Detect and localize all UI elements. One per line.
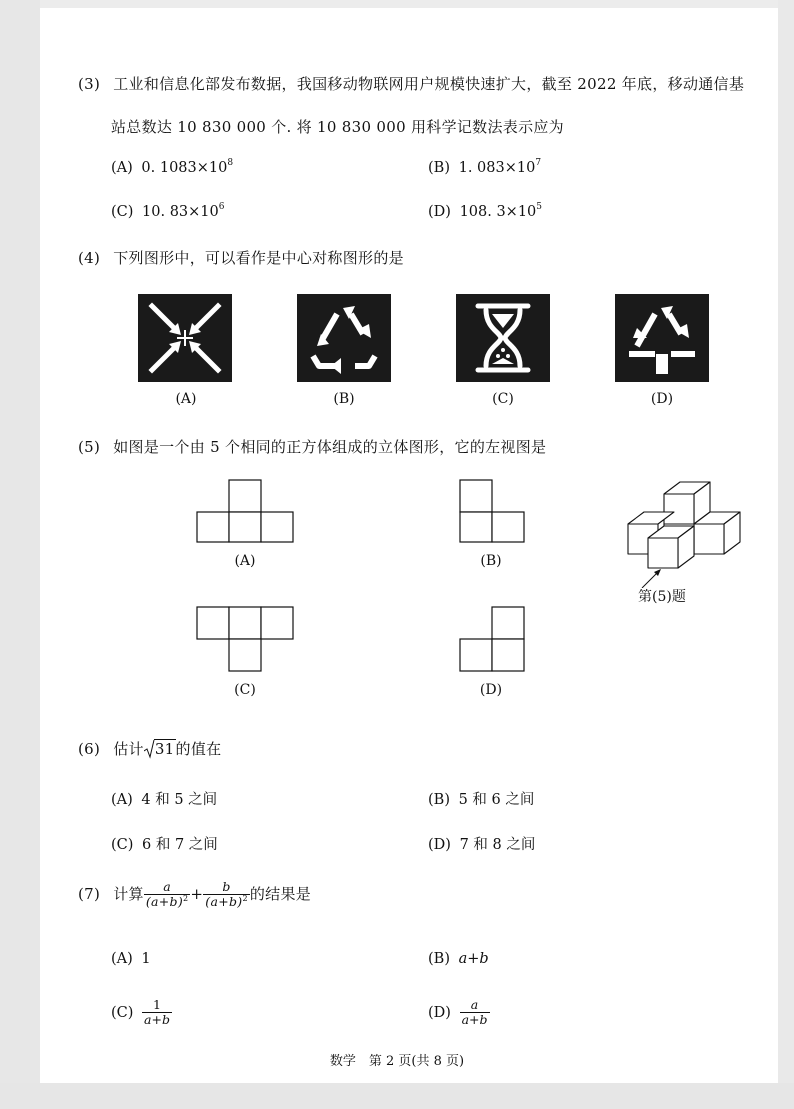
question-6-option-c[interactable]	[111, 833, 218, 854]
question-6-stem	[78, 738, 221, 759]
q5-caption-a: (A)	[234, 553, 256, 569]
option-value: 108. 3×10	[459, 204, 537, 220]
option-value: 1	[141, 951, 151, 967]
q4-caption-b: (B)	[333, 391, 355, 407]
scan-edge-top	[0, 0, 794, 8]
question-7-post: 的结果是	[249, 884, 312, 903]
option-label: (B)	[428, 792, 450, 808]
fraction-1-numerator: a	[144, 880, 191, 895]
option-exponent: 7	[535, 158, 542, 168]
question-3-option-a[interactable]	[111, 160, 233, 176]
radicand: 31	[154, 740, 175, 758]
option-value: 10. 83×10	[142, 204, 219, 220]
question-3-option-b[interactable]	[428, 160, 541, 176]
question-5-stem	[78, 436, 546, 457]
q5-option-b-view[interactable]	[459, 479, 525, 543]
option-value: 1. 083×10	[458, 160, 536, 176]
denominator-text: (a+b)	[205, 894, 243, 910]
question-3-option-d[interactable]	[428, 204, 542, 220]
option-d-denominator: a+b	[461, 1012, 488, 1028]
question-7-option-d[interactable]	[428, 998, 490, 1028]
scan-edge-left	[0, 0, 40, 1109]
option-a-converging-arrows-icon[interactable]	[138, 294, 232, 382]
q5-solid-figure	[620, 478, 760, 588]
q4-caption-a: (A)	[175, 391, 197, 407]
option-d-recycle-tree-icon[interactable]	[615, 294, 709, 382]
question-3-option-c[interactable]	[111, 204, 225, 220]
question-7-number: (7)	[78, 884, 101, 903]
question-7-option-a[interactable]	[111, 951, 151, 967]
option-label: (C)	[111, 837, 134, 853]
question-6-post: 的值在	[175, 740, 222, 758]
option-value: 5 和 6 之间	[458, 792, 535, 808]
option-label: (D)	[428, 1004, 451, 1021]
option-label: (B)	[428, 160, 450, 176]
option-label: (C)	[111, 1004, 134, 1021]
option-label: (A)	[111, 792, 133, 808]
option-b-recycle-triangle-icon[interactable]	[297, 294, 391, 382]
question-3-number: (3)	[78, 75, 101, 93]
q4-caption-d: (D)	[650, 391, 674, 407]
fraction-1-denominator	[144, 895, 191, 909]
option-exponent: 5	[536, 202, 543, 212]
question-7-option-c[interactable]	[111, 998, 172, 1028]
q5-option-c-view[interactable]	[196, 606, 294, 672]
option-label: (D)	[428, 204, 451, 220]
option-value: 7 和 8 之间	[459, 837, 536, 853]
fraction-2	[203, 880, 250, 910]
option-d-numerator: a	[460, 998, 490, 1013]
option-c-hourglass-icon[interactable]	[456, 294, 550, 382]
denominator-exponent: 2	[183, 894, 189, 904]
question-7-option-b[interactable]	[428, 951, 489, 967]
question-6-option-a[interactable]	[111, 788, 217, 809]
option-exponent: 6	[218, 202, 225, 212]
scan-edge-right	[778, 0, 794, 1109]
option-c-numerator: 1	[142, 998, 172, 1013]
question-5-number: (5)	[78, 438, 101, 456]
question-7-stem	[78, 880, 311, 910]
question-3-stem	[78, 73, 744, 94]
q5-option-d-view[interactable]	[459, 606, 525, 672]
question-6-number: (6)	[78, 740, 101, 758]
q5-caption-d: (D)	[479, 682, 503, 698]
option-value: a+b	[458, 951, 489, 967]
denominator-exponent: 2	[242, 894, 248, 904]
denominator-text: (a+b)	[145, 894, 184, 910]
q4-caption-c: (C)	[492, 391, 514, 407]
option-c-denominator: a+b	[144, 1012, 170, 1028]
question-5-text: 如图是一个由 5 个相同的正方体组成的立体图形，它的左视图是	[113, 438, 547, 456]
fraction-2-denominator	[203, 895, 250, 909]
q5-figure-label: 第(5)题	[638, 589, 686, 605]
question-4-number: (4)	[78, 249, 101, 267]
question-6-option-d[interactable]	[428, 833, 535, 854]
q5-option-a-view[interactable]	[196, 479, 294, 543]
question-6-option-b[interactable]	[428, 788, 534, 809]
question-7-pre: 计算	[113, 884, 144, 903]
scan-edge-bottom	[0, 1083, 794, 1109]
q5-caption-c: (C)	[234, 682, 256, 698]
question-3-line2: 站总数达 10 830 000 个. 将 10 830 000 用科学记数法表示应为	[111, 118, 564, 136]
question-3-line1: 工业和信息化部发布数据，我国移动物联网用户规模快速扩大，截至 2022 年底，移动通信基	[113, 75, 745, 93]
option-value: 0. 1083×10	[141, 160, 228, 176]
option-label: (D)	[428, 837, 451, 853]
fraction-2-numerator: b	[203, 880, 250, 895]
option-label: (B)	[428, 951, 450, 967]
question-4-text: 下列图形中，可以看作是中心对称图形的是	[113, 249, 404, 267]
option-value: 6 和 7 之间	[142, 837, 218, 853]
sqrt-sign-icon	[144, 739, 176, 758]
plus-sign: +	[190, 884, 204, 903]
option-label: (A)	[111, 951, 133, 967]
question-4-stem	[78, 247, 404, 268]
option-value: 4 和 5 之间	[141, 792, 218, 808]
option-exponent: 8	[227, 158, 234, 168]
option-d-fraction	[460, 998, 490, 1028]
option-c-fraction	[142, 998, 172, 1028]
option-label: (C)	[111, 204, 134, 220]
page-footer: 数学 第 2 页(共 8 页)	[329, 1054, 465, 1069]
option-label: (A)	[111, 160, 133, 176]
fraction-1	[144, 880, 191, 910]
question-6-pre: 估计	[113, 740, 144, 758]
q5-caption-b: (B)	[480, 553, 502, 569]
